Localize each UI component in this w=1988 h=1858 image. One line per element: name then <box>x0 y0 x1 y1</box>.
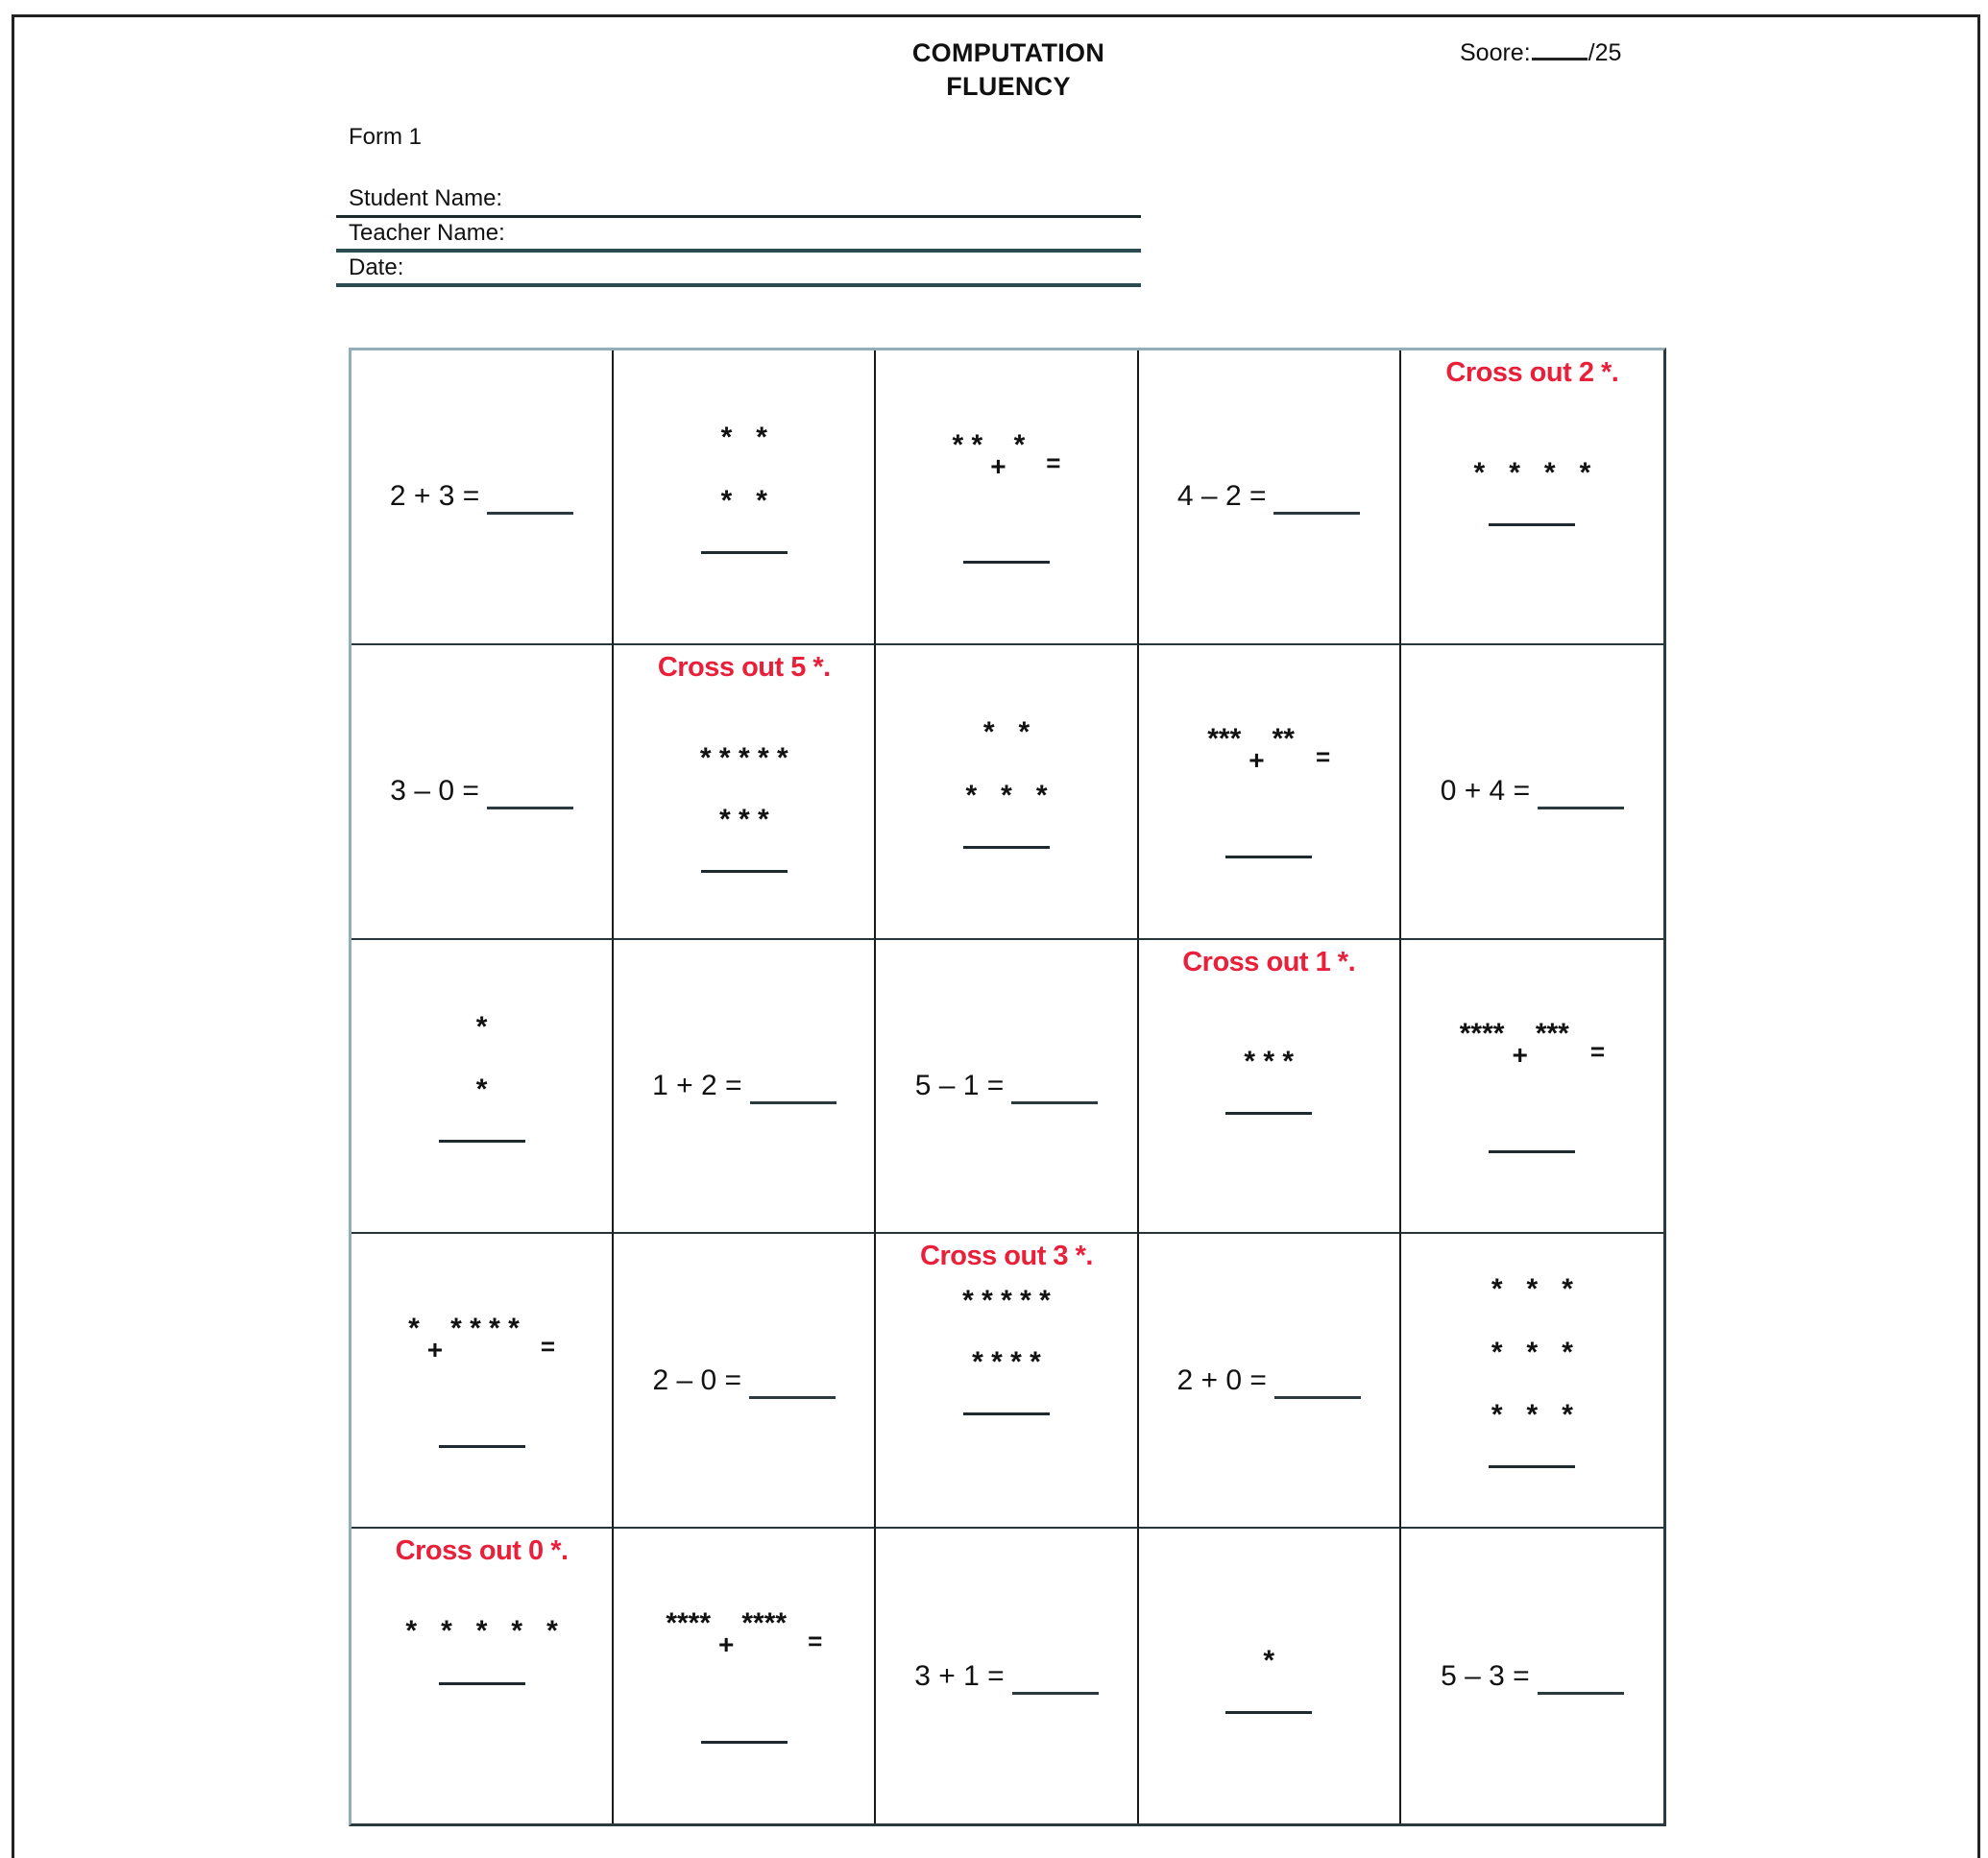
cross-out-instruction: Cross out 1 *. <box>1182 946 1356 977</box>
score-label: Soore: <box>1460 39 1531 66</box>
student-name-line <box>336 215 1141 218</box>
equation <box>876 1657 1136 1696</box>
answer-blank[interactable] <box>1274 1396 1361 1399</box>
left-star-group: * * <box>952 428 983 461</box>
star-row: * * * * <box>972 1346 1041 1379</box>
answer-line[interactable] <box>439 1445 525 1448</box>
plus-sign: + <box>426 1334 444 1364</box>
teacher-name-field[interactable] <box>336 221 1141 253</box>
equation-text: 2 + 0 = <box>1176 1363 1267 1396</box>
cross-out-instruction: Cross out 2 *. <box>1445 357 1619 388</box>
page-title <box>816 36 1200 104</box>
date-line <box>336 283 1141 287</box>
problem-cell <box>1139 940 1401 1235</box>
problem-cell <box>1401 645 1663 940</box>
problem-cell <box>352 1529 614 1823</box>
cross-out-instruction: Cross out 3 *. <box>920 1241 1093 1272</box>
left-star-group: *** <box>1207 723 1242 756</box>
problem-cell <box>876 940 1138 1235</box>
answer-blank[interactable] <box>487 807 573 809</box>
star-row: * * * * * <box>405 1615 558 1648</box>
problem-cell <box>1139 1529 1401 1823</box>
cross-out-instruction: Cross out 0 *. <box>395 1535 569 1567</box>
problem-cell <box>352 940 614 1235</box>
star-row: * * * * * <box>962 1285 1051 1317</box>
equation <box>876 1067 1136 1105</box>
answer-line[interactable] <box>1489 1150 1575 1153</box>
right-star-group: * * * * <box>450 1312 520 1344</box>
star-row: * <box>1263 1644 1275 1677</box>
problem-cell <box>876 1529 1138 1823</box>
student-name-label: Student Name: <box>349 185 503 211</box>
star-row: * * <box>720 422 767 454</box>
equation <box>614 1362 874 1400</box>
answer-blank[interactable] <box>1538 1692 1624 1695</box>
score-total: /25 <box>1588 39 1622 66</box>
equals-sign: = <box>540 1331 556 1361</box>
answer-line[interactable] <box>439 1140 525 1143</box>
problem-cell <box>352 1234 614 1529</box>
problem-cell <box>614 1234 876 1529</box>
answer-blank[interactable] <box>749 1396 836 1399</box>
answer-line[interactable] <box>1225 856 1312 858</box>
teacher-name-line <box>336 249 1141 253</box>
equation <box>1139 477 1399 516</box>
problem-cell <box>876 645 1138 940</box>
equation-text: 2 + 3 = <box>389 480 480 513</box>
score-blank[interactable] <box>1532 36 1588 60</box>
problem-cell <box>614 350 876 645</box>
cross-out-instruction: Cross out 5 *. <box>657 651 831 683</box>
star-row: * * * <box>1491 1273 1573 1306</box>
problem-cell <box>1401 350 1663 645</box>
problem-cell <box>876 350 1138 645</box>
score-field <box>1460 36 1621 68</box>
problem-cell <box>614 1529 876 1823</box>
right-star-group: **** <box>741 1607 788 1640</box>
plus-sign: + <box>1249 745 1265 776</box>
problem-cell <box>352 350 614 645</box>
answer-blank[interactable] <box>1538 807 1624 809</box>
problem-cell <box>1401 940 1663 1235</box>
equation <box>1401 772 1663 810</box>
picture-addition <box>352 1312 612 1364</box>
answer-line[interactable] <box>1225 1112 1312 1115</box>
plus-sign: + <box>990 450 1006 481</box>
star-row: * <box>475 1010 488 1043</box>
star-row: * <box>475 1074 488 1106</box>
plus-sign: + <box>1512 1040 1528 1071</box>
equation <box>352 772 612 810</box>
problem-cell <box>1401 1234 1663 1529</box>
equals-sign: = <box>808 1627 823 1656</box>
equation <box>614 1067 874 1105</box>
equation-text: 1 + 2 = <box>652 1069 742 1101</box>
plus-sign: + <box>718 1629 735 1660</box>
answer-line[interactable] <box>701 870 788 873</box>
star-row: * * <box>720 484 767 517</box>
answer-blank[interactable] <box>750 1101 836 1104</box>
answer-line[interactable] <box>701 1741 788 1744</box>
star-row: * * * <box>1491 1336 1573 1368</box>
problem-cell <box>1139 350 1401 645</box>
title-line-1: COMPUTATION <box>911 38 1105 67</box>
star-row: * * * <box>1491 1399 1573 1432</box>
star-row: * * * <box>1244 1046 1295 1078</box>
answer-line[interactable] <box>963 846 1050 849</box>
answer-line[interactable] <box>1489 523 1575 526</box>
answer-blank[interactable] <box>1011 1101 1098 1104</box>
star-row: * * * * <box>1473 456 1591 489</box>
equation <box>1401 1657 1663 1696</box>
problem-cell <box>1139 1234 1401 1529</box>
equation <box>1139 1362 1399 1400</box>
equals-sign: = <box>1046 447 1061 477</box>
star-row: * * * <box>965 779 1048 811</box>
answer-blank[interactable] <box>1273 512 1360 515</box>
equation-text: 0 + 4 = <box>1440 775 1531 808</box>
left-star-group: **** <box>666 1607 712 1640</box>
student-name-field[interactable] <box>336 186 1141 218</box>
star-row: * * <box>982 715 1030 748</box>
answer-line[interactable] <box>963 561 1050 564</box>
left-star-group: **** <box>1459 1018 1505 1050</box>
equation-text: 5 – 1 = <box>914 1069 1005 1101</box>
answer-line[interactable] <box>1225 1711 1312 1714</box>
problem-cell <box>614 940 876 1235</box>
picture-addition <box>1401 1018 1663 1071</box>
title-line-2: FLUENCY <box>946 72 1071 101</box>
date-field[interactable] <box>336 253 1141 287</box>
answer-line[interactable] <box>701 551 788 554</box>
picture-addition <box>614 1607 874 1660</box>
problem-grid <box>349 348 1666 1826</box>
problem-cell <box>352 645 614 940</box>
answer-line[interactable] <box>1489 1465 1575 1468</box>
problem-cell <box>1401 1529 1663 1823</box>
right-star-group: *** <box>1535 1018 1569 1050</box>
star-row: * * * * * <box>699 742 788 775</box>
equation <box>352 477 612 516</box>
answer-blank[interactable] <box>1012 1692 1099 1695</box>
right-star-group: * <box>1013 428 1026 461</box>
problem-cell <box>876 1234 1138 1529</box>
teacher-name-label: Teacher Name: <box>349 220 505 246</box>
right-star-group: ** <box>1272 723 1295 756</box>
equation-text: 4 – 2 = <box>1176 480 1267 513</box>
equals-sign: = <box>1589 1037 1606 1067</box>
equation-text: 5 – 3 = <box>1441 1659 1530 1692</box>
form-label: Form 1 <box>349 124 423 150</box>
problem-cell <box>614 645 876 940</box>
date-label: Date: <box>349 254 404 280</box>
equation-text: 3 – 0 = <box>390 775 479 808</box>
star-row: * * * <box>718 804 769 836</box>
equation-text: 3 + 1 = <box>914 1659 1005 1692</box>
answer-line[interactable] <box>439 1682 525 1685</box>
equation-text: 2 – 0 = <box>652 1363 742 1396</box>
left-star-group: * <box>408 1312 420 1344</box>
picture-addition <box>876 428 1136 481</box>
picture-addition <box>1139 723 1399 776</box>
problem-cell <box>1139 645 1401 940</box>
equals-sign: = <box>1315 742 1331 772</box>
answer-line[interactable] <box>963 1412 1050 1415</box>
answer-blank[interactable] <box>487 512 573 515</box>
